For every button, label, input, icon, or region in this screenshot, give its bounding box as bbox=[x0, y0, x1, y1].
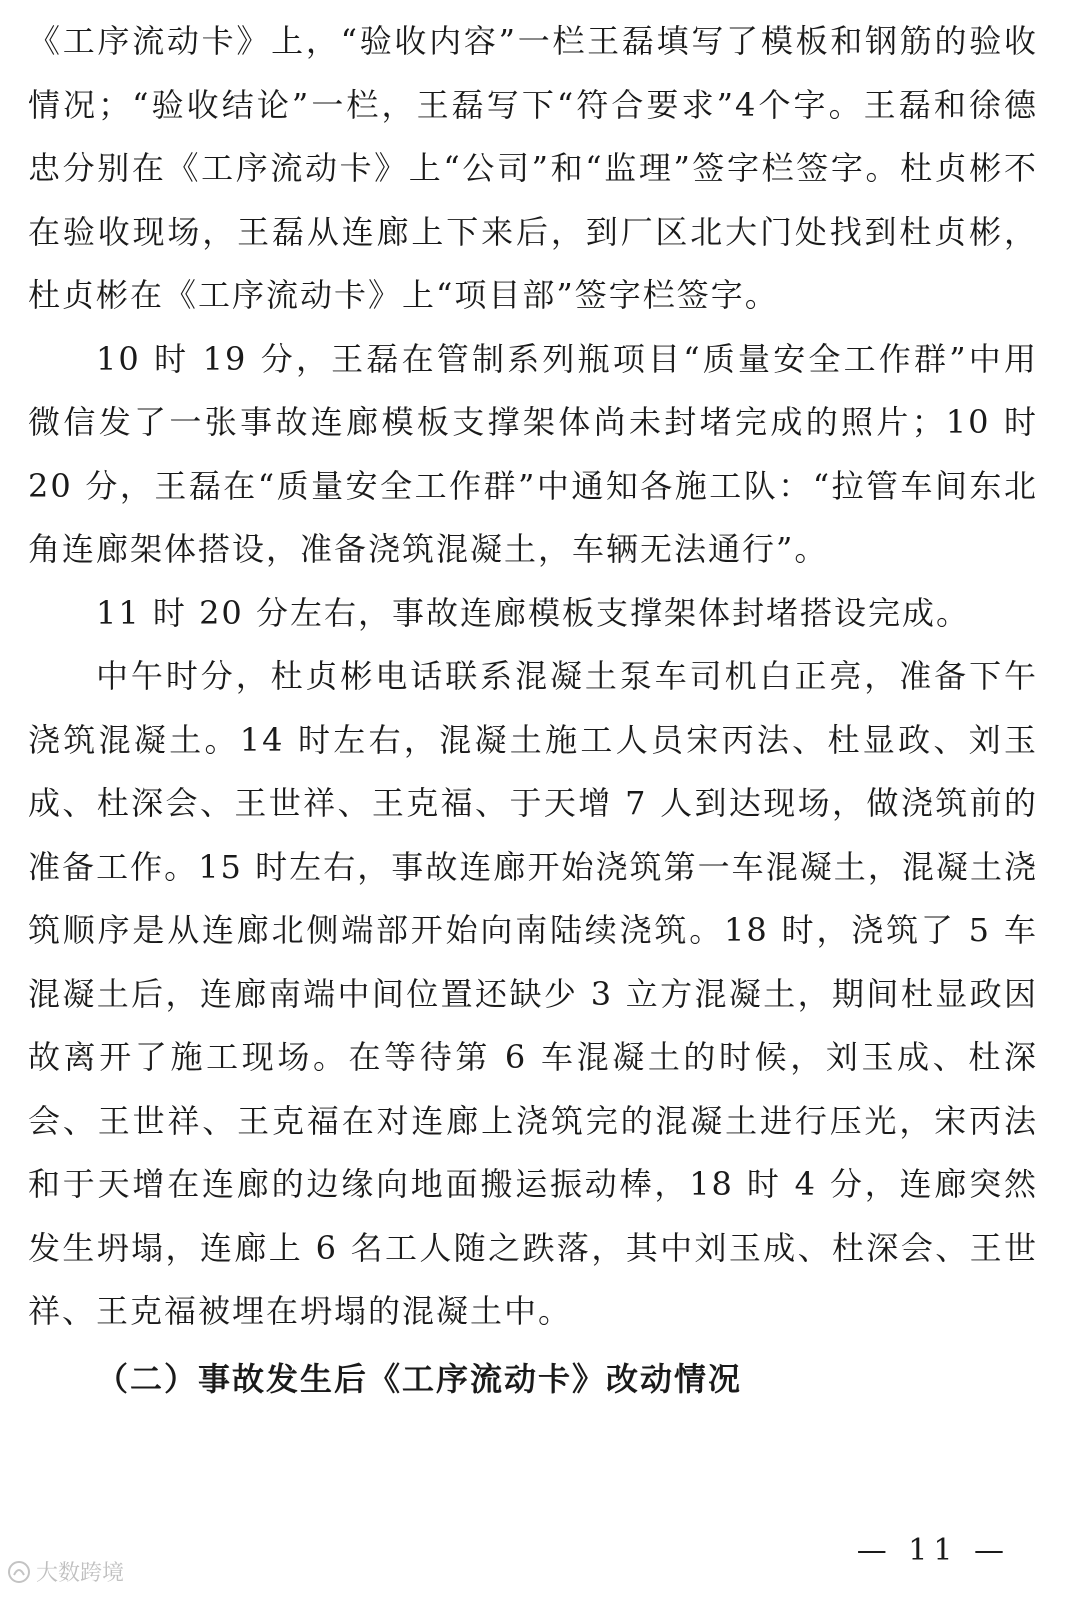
document-page bbox=[28, 0, 1038, 1411]
watermark bbox=[6, 1556, 124, 1587]
paragraph-collapse-account: 中午时分，杜贞彬电话联系混凝土泵车司机白正亮，准备下午浇筑混凝土。14 时左右，混凝土施工人员宋丙法、杜显政、刘玉成、杜深会、王世祥、王克福、于天增 7 人到达现场，做浇筑前的准备工作。15 时左右，事故连廊开始浇筑第一车混凝土，混凝土浇筑顺序是从连廊北侧端部开始向南陆续浇筑。18 时，浇筑了 5 车混凝土后，连廊南端中间位置还缺少 3 立方混凝土，期间杜显政因故离开了施工现场。在等待第 6 车混凝土的时候，刘玉成、杜深会、王世祥、王克福在对连廊上浇筑完的混凝土进行压光，宋丙法和于天增在连廊的边缘向地面搬运振动棒，18 时 4 分，连廊突然发生坍塌，连廊上 6 名工人随之跌落，其中刘玉成、杜深会、王世祥、王克福被埋在坍塌的混凝土中。 bbox=[28, 657, 1038, 1330]
watermark-logo-icon bbox=[6, 1559, 32, 1585]
paragraph-group-notice: 10 时 19 分，王磊在管制系列瓶项目“质量安全工作群”中用微信发了一张事故连廊模板支撑架体尚未封堵完成的照片；10 时 20 分，王磊在“质量安全工作群”中通知各施工队：“拉管车间东北角连廊架体搭设，准备浇筑混凝土，车辆无法通行”。 bbox=[28, 339, 1038, 568]
watermark-text: 大数跨境 bbox=[36, 1561, 125, 1586]
page-number: — 11 — bbox=[856, 1533, 1010, 1568]
paragraph-sealing-complete: 11 时 20 分左右，事故连廊模板支撑架体封堵搭设完成。 bbox=[96, 593, 970, 632]
paragraph-continued: 《工序流动卡》上，“验收内容”一栏王磊填写了模板和钢筋的验收情况；“验收结论”一栏，王磊写下“符合要求”4个字。王磊和徐德忠分别在《工序流动卡》上“公司”和“监理”签字栏签字。杜贞彬不在验收现场，王磊从连廊上下来后，到厂区北大门处找到杜贞彬，杜贞彬在《工序流动卡》上“项目部”签字栏签字。 bbox=[28, 22, 1038, 314]
section-heading: （二）事故发生后《工序流动卡》改动情况 bbox=[96, 1359, 743, 1398]
